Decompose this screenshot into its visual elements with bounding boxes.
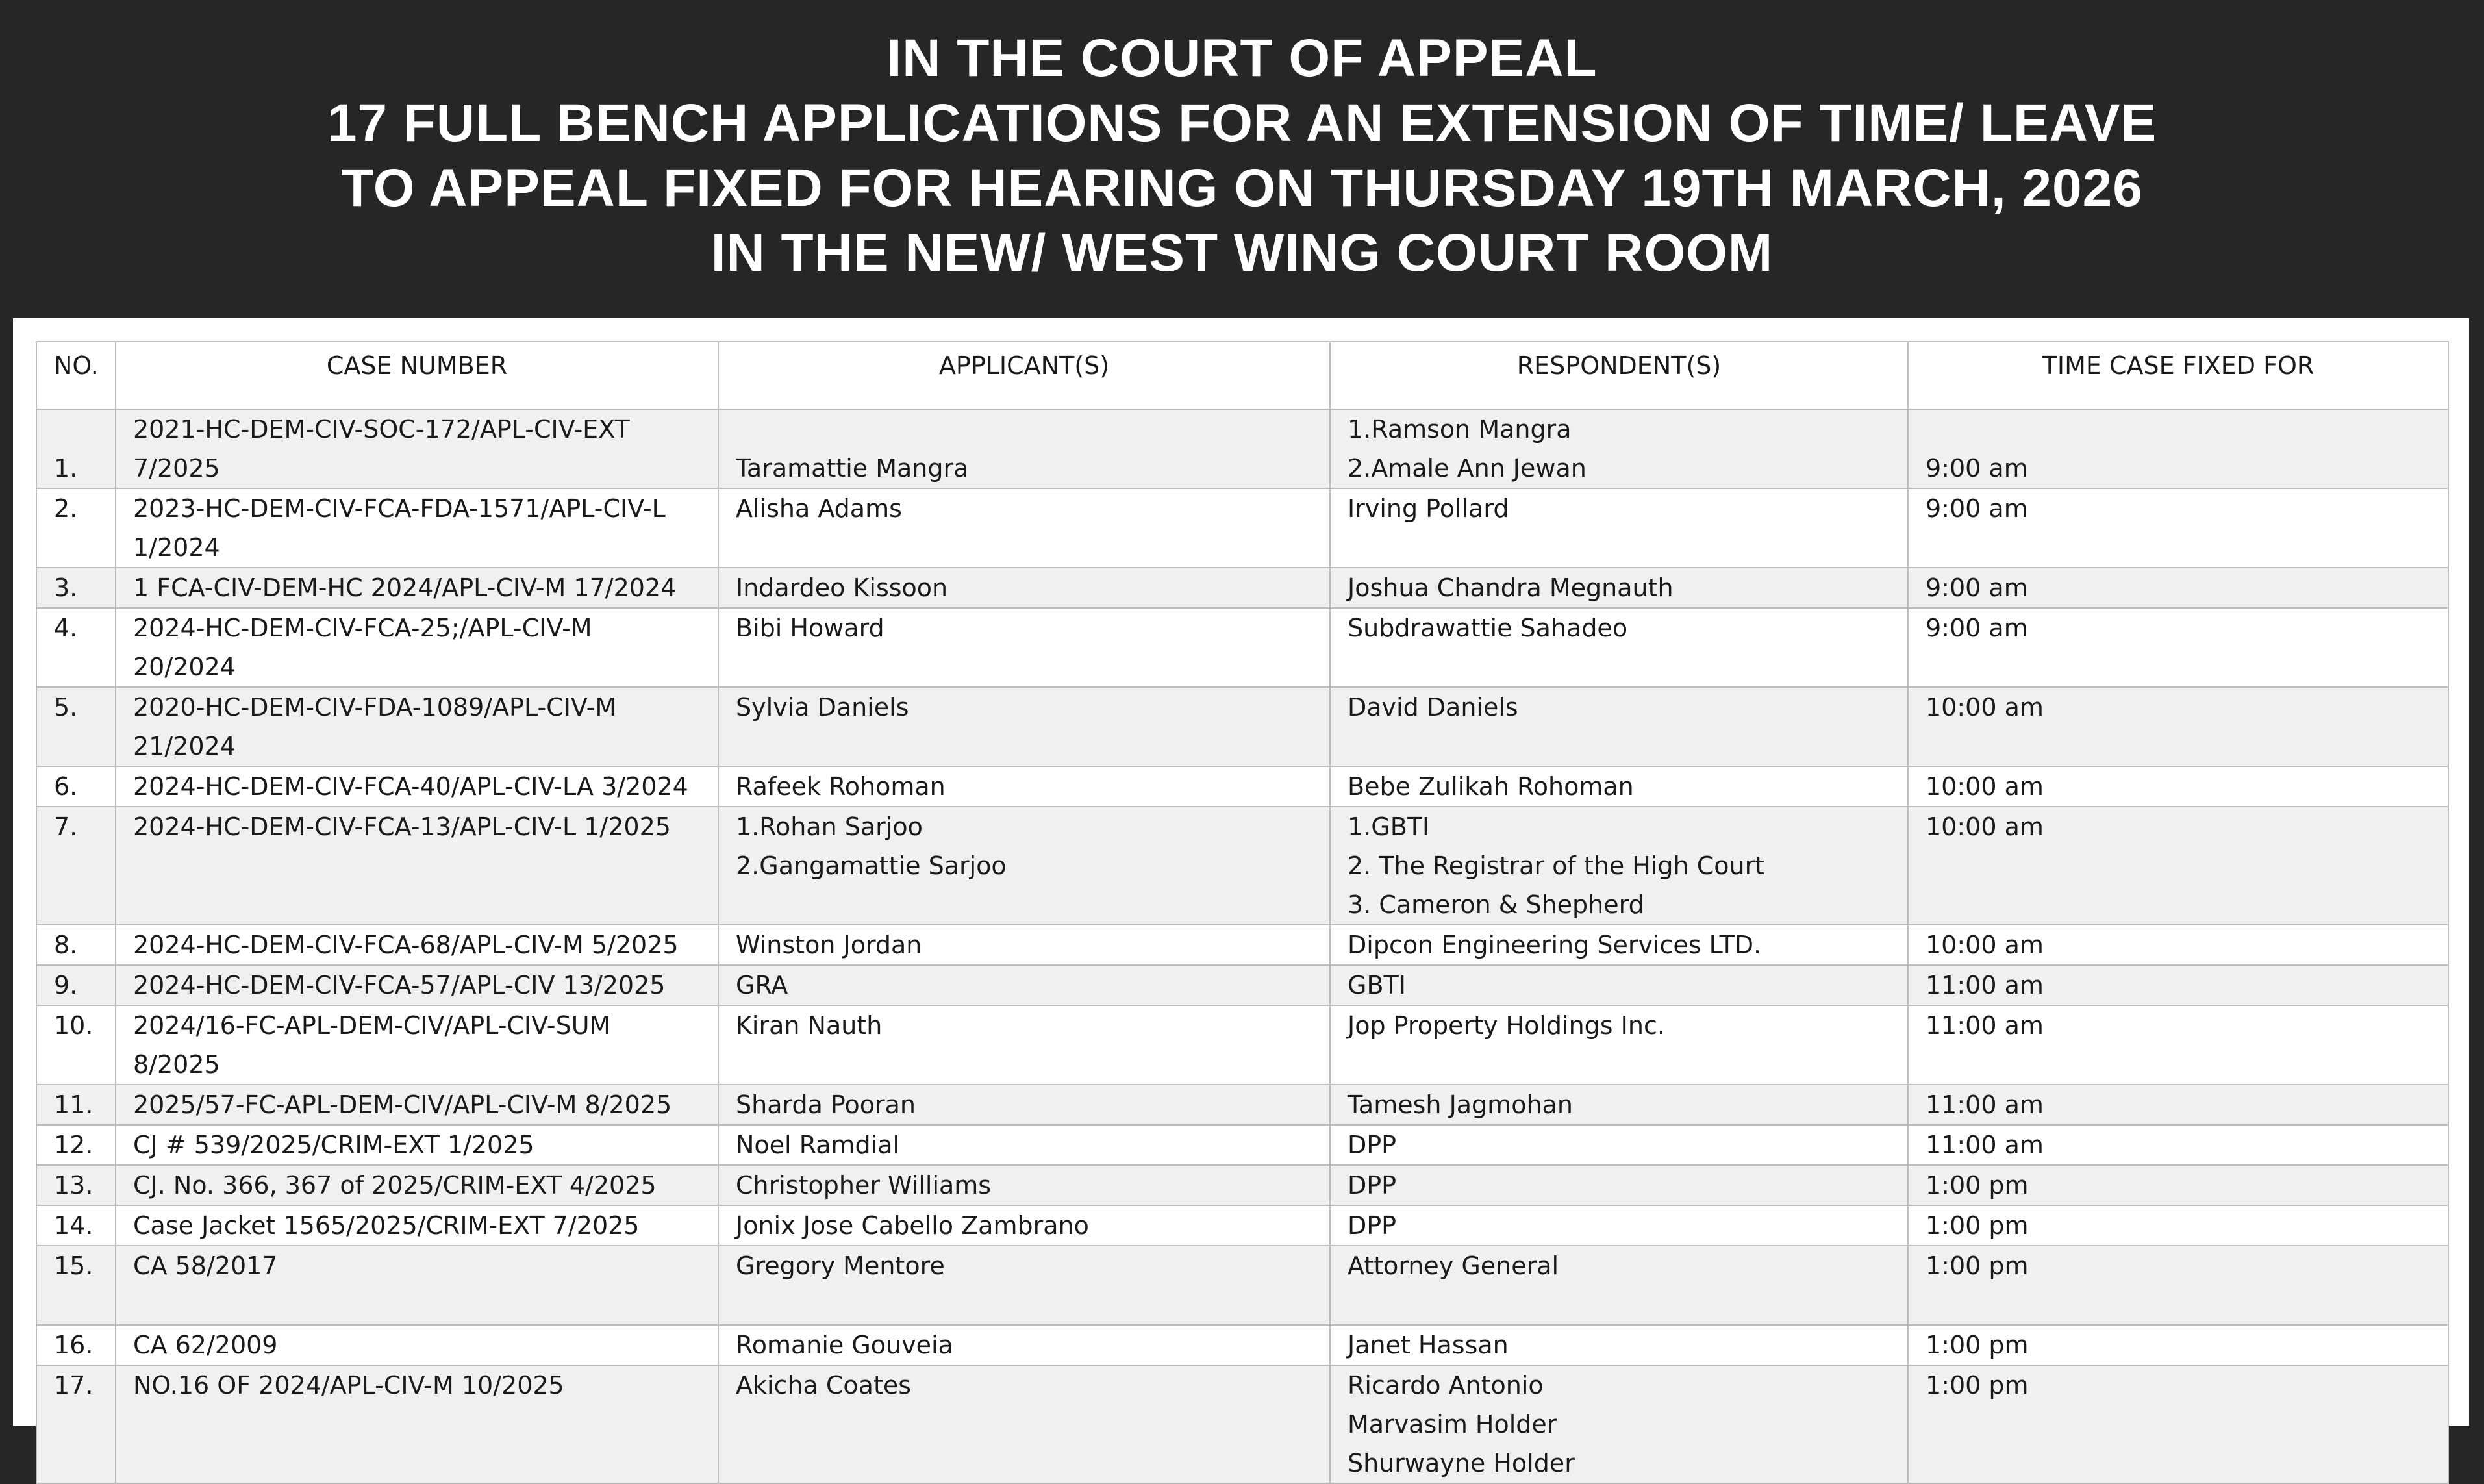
cell-case-number	[116, 488, 718, 568]
case-number-line: CA 58/2017	[133, 1251, 278, 1280]
respondent-name: GBTI	[1348, 971, 1406, 1000]
case-number-line: CJ # 539/2025/CRIM-EXT 1/2025	[133, 1131, 534, 1159]
respondent-name: Subdrawattie Sahadeo	[1348, 614, 1628, 642]
cell-applicants	[718, 766, 1330, 807]
cell-no: 17.	[36, 1365, 116, 1483]
cell-applicants	[718, 807, 1330, 925]
cell-time: 9:00 am	[1908, 488, 2448, 568]
cell-time: 1:00 pm	[1908, 1246, 2448, 1325]
cell-case-number	[116, 1246, 718, 1325]
table-row	[36, 766, 2448, 807]
cell-respondents	[1330, 687, 1908, 766]
cell-case-number	[116, 608, 718, 687]
cell-respondents	[1330, 965, 1908, 1005]
cell-applicants	[718, 1365, 1330, 1483]
table-row	[36, 568, 2448, 608]
cell-applicants	[718, 1005, 1330, 1085]
applicant-name: Bibi Howard	[736, 614, 884, 642]
applicant-name: Akicha Coates	[736, 1371, 912, 1400]
applicant-name: 1.Rohan Sarjoo	[736, 812, 923, 841]
cell-applicants	[718, 488, 1330, 568]
cell-time: 1:00 pm	[1908, 1365, 2448, 1483]
applicant-name: Winston Jordan	[736, 931, 922, 959]
cell-no: 8.	[36, 925, 116, 965]
cell-no: 3.	[36, 568, 116, 608]
case-number-line: 2024-HC-DEM-CIV-FCA-40/APL-CIV-LA 3/2024	[133, 772, 688, 801]
cell-no: 11.	[36, 1085, 116, 1125]
cell-respondents	[1330, 1325, 1908, 1365]
cell-applicants	[718, 965, 1330, 1005]
cell-case-number	[116, 568, 718, 608]
cell-case-number	[116, 965, 718, 1005]
table-row	[36, 488, 2448, 568]
cell-case-number	[116, 766, 718, 807]
cell-time: 11:00 am	[1908, 1085, 2448, 1125]
case-number-line: 21/2024	[133, 732, 236, 761]
respondent-name: Janet Hassan	[1348, 1331, 1509, 1359]
cell-no: 15.	[36, 1246, 116, 1325]
cell-no: 13.	[36, 1165, 116, 1205]
column-header-no: NO.	[36, 342, 116, 409]
table-row	[36, 807, 2448, 925]
respondent-name: Jop Property Holdings Inc.	[1348, 1011, 1665, 1040]
cell-no: 2.	[36, 488, 116, 568]
cell-respondents	[1330, 568, 1908, 608]
case-number-line: CA 62/2009	[133, 1331, 278, 1359]
respondent-name: Dipcon Engineering Services LTD.	[1348, 931, 1762, 959]
case-number-line: 2020-HC-DEM-CIV-FDA-1089/APL-CIV-M	[133, 693, 617, 722]
applicant-name: Christopher Williams	[736, 1171, 992, 1200]
case-number-line: NO.16 OF 2024/APL-CIV-M 10/2025	[133, 1371, 564, 1400]
cell-respondents	[1330, 807, 1908, 925]
table-row	[36, 608, 2448, 687]
case-number-line: 2025/57-FC-APL-DEM-CIV/APL-CIV-M 8/2025	[133, 1090, 672, 1119]
cell-respondents	[1330, 608, 1908, 687]
cell-time: 10:00 am	[1908, 766, 2448, 807]
cell-case-number	[116, 409, 718, 488]
cell-time: 10:00 am	[1908, 687, 2448, 766]
case-number-line: 2024-HC-DEM-CIV-FCA-68/APL-CIV-M 5/2025	[133, 931, 679, 959]
respondent-name: Attorney General	[1348, 1251, 1559, 1280]
cell-applicants	[718, 1125, 1330, 1165]
cell-no: 4.	[36, 608, 116, 687]
table-row	[36, 965, 2448, 1005]
header-line-court-room: IN THE NEW/ WEST WING COURT ROOM	[710, 223, 1774, 283]
cell-case-number	[116, 1365, 718, 1483]
cell-time: 9:00 am	[1908, 568, 2448, 608]
cell-case-number	[116, 1205, 718, 1246]
cell-time: 11:00 am	[1908, 1005, 2448, 1085]
notice-header	[0, 0, 2484, 312]
cell-respondents	[1330, 1125, 1908, 1165]
cell-no: 14.	[36, 1205, 116, 1246]
case-number-line: CJ. No. 366, 367 of 2025/CRIM-EXT 4/2025	[133, 1171, 657, 1200]
table-row	[36, 1005, 2448, 1085]
applicant-name: Noel Ramdial	[736, 1131, 900, 1159]
cell-respondents	[1330, 1165, 1908, 1205]
table-row	[36, 1125, 2448, 1165]
cell-case-number	[116, 687, 718, 766]
cell-time: 1:00 pm	[1908, 1205, 2448, 1246]
applicant-name: Indardeo Kissoon	[736, 573, 948, 602]
cell-case-number	[116, 1165, 718, 1205]
cell-case-number	[116, 1005, 718, 1085]
case-schedule-table	[36, 341, 2449, 1484]
cell-no: 7.	[36, 807, 116, 925]
table-row	[36, 409, 2448, 488]
cell-applicants	[718, 1165, 1330, 1205]
cell-respondents	[1330, 1085, 1908, 1125]
applicant-name: Gregory Mentore	[736, 1251, 945, 1280]
cell-no: 10.	[36, 1005, 116, 1085]
case-number-line: 7/2025	[133, 454, 220, 483]
column-header-case-number: CASE NUMBER	[116, 342, 718, 409]
header-line-hearing-date: TO APPEAL FIXED FOR HEARING ON THURSDAY 19TH MARCH, 2026	[341, 158, 2143, 218]
respondent-name: Ricardo Antonio	[1348, 1371, 1544, 1400]
cell-applicants	[718, 608, 1330, 687]
cell-time: 9:00 am	[1908, 409, 2448, 488]
case-number-line: 1/2024	[133, 533, 220, 562]
respondent-name: 1.GBTI	[1348, 812, 1430, 841]
cell-applicants	[718, 925, 1330, 965]
respondent-name: Tamesh Jagmohan	[1348, 1090, 1573, 1119]
case-number-line: 2024-HC-DEM-CIV-FCA-57/APL-CIV 13/2025	[133, 971, 666, 1000]
respondent-name: DPP	[1348, 1131, 1397, 1159]
cell-respondents	[1330, 1005, 1908, 1085]
schedule-panel	[13, 318, 2469, 1478]
applicant-name: Alisha Adams	[736, 494, 902, 523]
cell-applicants	[718, 568, 1330, 608]
respondent-name: Marvasim Holder	[1348, 1410, 1557, 1439]
applicant-name: 2.Gangamattie Sarjoo	[736, 851, 1007, 880]
cell-applicants	[718, 1325, 1330, 1365]
applicant-name: Sylvia Daniels	[736, 693, 909, 722]
header-line-applications: 17 FULL BENCH APPLICATIONS FOR AN EXTENSION OF TIME/ LEAVE	[327, 94, 2157, 153]
cell-respondents	[1330, 925, 1908, 965]
respondent-name: DPP	[1348, 1171, 1397, 1200]
cell-respondents	[1330, 488, 1908, 568]
applicant-name: Rafeek Rohoman	[736, 772, 946, 801]
cell-case-number	[116, 1085, 718, 1125]
table-row	[36, 687, 2448, 766]
table-row	[36, 1205, 2448, 1246]
column-header-applicants: APPLICANT(S)	[718, 342, 1330, 409]
respondent-name: 3. Cameron & Shepherd	[1348, 890, 1644, 919]
cell-time: 11:00 am	[1908, 965, 2448, 1005]
table-row	[36, 1165, 2448, 1205]
table-row	[36, 1365, 2448, 1483]
cell-no: 1.	[36, 409, 116, 488]
applicant-name: Sharda Pooran	[736, 1090, 916, 1119]
applicant-name: Jonix Jose Cabello Zambrano	[736, 1211, 1089, 1240]
respondent-name: DPP	[1348, 1211, 1397, 1240]
cell-case-number	[116, 925, 718, 965]
case-number-line: 2024-HC-DEM-CIV-FCA-25;/APL-CIV-M 20/2024	[133, 614, 592, 681]
table-row	[36, 925, 2448, 965]
respondent-name: 2. The Registrar of the High Court	[1348, 851, 1765, 880]
cell-respondents	[1330, 1365, 1908, 1483]
cell-applicants	[718, 1205, 1330, 1246]
cell-no: 5.	[36, 687, 116, 766]
applicant-name: Kiran Nauth	[736, 1011, 883, 1040]
header-court-title: IN THE COURT OF APPEAL	[886, 29, 1598, 88]
cell-applicants	[718, 687, 1330, 766]
cell-time: 11:00 am	[1908, 1125, 2448, 1165]
cell-no: 16.	[36, 1325, 116, 1365]
case-number-line: 2021-HC-DEM-CIV-SOC-172/APL-CIV-EXT	[133, 415, 630, 444]
applicant-name: Taramattie Mangra	[736, 454, 969, 483]
respondent-name: Shurwayne Holder	[1348, 1449, 1575, 1478]
case-number-line: 2024-HC-DEM-CIV-FCA-13/APL-CIV-L 1/2025	[133, 812, 671, 841]
case-number-line: 2023-HC-DEM-CIV-FCA-FDA-1571/APL-CIV-L	[133, 494, 666, 523]
cell-time: 1:00 pm	[1908, 1165, 2448, 1205]
respondent-name: Irving Pollard	[1348, 494, 1509, 523]
cell-no: 12.	[36, 1125, 116, 1165]
case-number-line: 1 FCA-CIV-DEM-HC 2024/APL-CIV-M 17/2024	[133, 573, 677, 602]
cell-respondents	[1330, 409, 1908, 488]
cell-no: 6.	[36, 766, 116, 807]
table-row	[36, 1325, 2448, 1365]
case-number-line: 2024/16-FC-APL-DEM-CIV/APL-CIV-SUM 8/2025	[133, 1011, 611, 1079]
cell-applicants	[718, 1085, 1330, 1125]
case-number-line: Case Jacket 1565/2025/CRIM-EXT 7/2025	[133, 1211, 640, 1240]
applicant-name: Romanie Gouveia	[736, 1331, 953, 1359]
column-header-time: TIME CASE FIXED FOR	[1908, 342, 2448, 409]
respondent-name: Joshua Chandra Megnauth	[1348, 573, 1674, 602]
table-row	[36, 1246, 2448, 1325]
respondent-name: 1.Ramson Mangra	[1348, 415, 1572, 444]
table-row	[36, 1085, 2448, 1125]
cell-time: 1:00 pm	[1908, 1325, 2448, 1365]
applicant-name: GRA	[736, 971, 788, 1000]
cell-case-number	[116, 1325, 718, 1365]
cell-applicants	[718, 1246, 1330, 1325]
cell-respondents	[1330, 1205, 1908, 1246]
column-header-respondents: RESPONDENT(S)	[1330, 342, 1908, 409]
cell-time: 10:00 am	[1908, 807, 2448, 925]
cell-respondents	[1330, 766, 1908, 807]
cell-time: 10:00 am	[1908, 925, 2448, 965]
cell-no: 9.	[36, 965, 116, 1005]
respondent-name: David Daniels	[1348, 693, 1518, 722]
respondent-name: Bebe Zulikah Rohoman	[1348, 772, 1634, 801]
cell-case-number	[116, 807, 718, 925]
cell-respondents	[1330, 1246, 1908, 1325]
cell-time: 9:00 am	[1908, 608, 2448, 687]
cell-applicants	[718, 409, 1330, 488]
respondent-name: 2.Amale Ann Jewan	[1348, 454, 1587, 483]
cell-case-number	[116, 1125, 718, 1165]
table-header-row	[36, 342, 2448, 409]
